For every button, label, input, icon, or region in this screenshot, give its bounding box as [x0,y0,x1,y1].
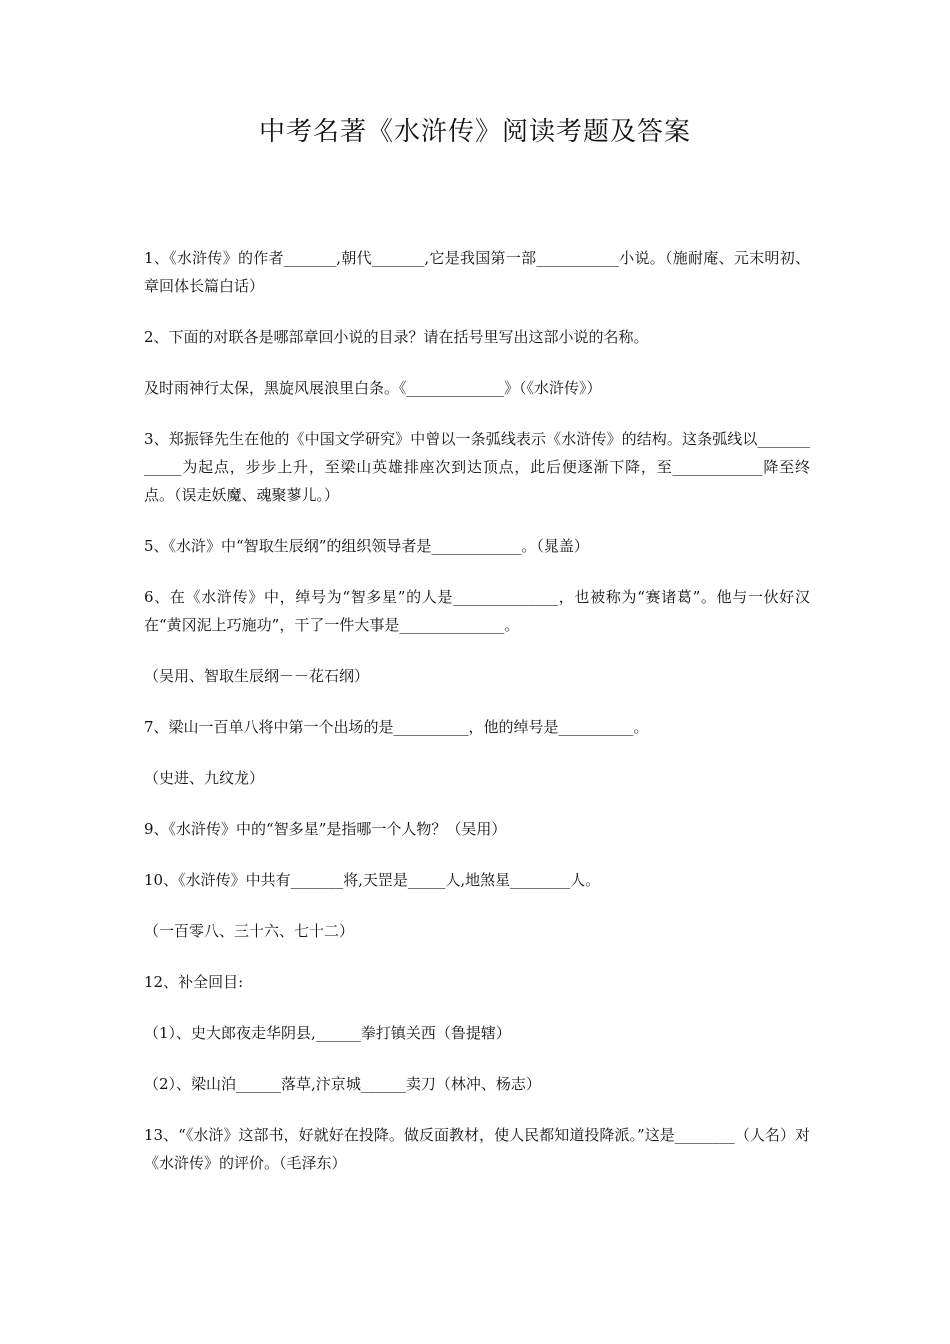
question-12-item-1: （1）、史大郎夜走华阴县,______拳打镇关西（鲁提辖） [144,1024,511,1042]
document-body [144,244,810,1200]
question-12: 12、补全回目: [144,973,244,991]
question-7-answer: （史进、九纹龙） [144,769,265,787]
document-title: 中考名著《水浒传》阅读考题及答案 [258,117,691,147]
question-7: 7、梁山一百单八将中第一个出场的是__________，他的绰号是__________。 [144,718,649,736]
question-10: 10、《水浒传》中共有_______将,天罡是_____人,地煞星________人。 [144,871,601,889]
question-2-couplet: 及时雨神行太保，黑旋风展浪里白条。《_____________》（《水浒传》） [144,379,602,397]
question-6: 6、在《水浒传》中，绰号为“智多星”的人是______________，也被称为“赛诸葛”。他与一伙好汉在“黄冈泥上巧施功”，干了一件大事是______________。 [144,588,810,634]
question-2: 2、下面的对联各是哪部章回小说的目录？请在括号里写出这部小说的名称。 [144,328,649,346]
question-9: 9、《水浒传》中的“智多星”是指哪一个人物？（吴用） [144,820,507,838]
question-6-answer: （吴用、智取生辰纲－－花石纲） [144,667,370,685]
question-1: 1、《水浒传》的作者_______,朝代_______,它是我国第一部___________小说。（施耐庵、元末明初、章回体长篇白话） [144,249,810,295]
question-5: 5、《水浒》中“智取生辰纲”的组织领导者是____________。（晁盖） [144,537,589,555]
question-3: 3、郑振铎先生在他的《中国文学研究》中曾以一条弧线表示《水浒传》的结构。这条弧线以____________为起点，步步上升，至梁山英雄排座次到达顶点，此后便逐渐下降，至____________降至终点。（误走妖魔、魂聚蓼儿。） [144,430,810,504]
question-13: 13、“《水浒》这部书，好就好在投降。做反面教材，使人民都知道投降派。”这是________（人名）对《水浒传》的评价。（毛泽东） [144,1126,810,1172]
question-12-item-2: （2）、梁山泊______落草,汴京城______卖刀（林冲、杨志） [144,1075,541,1093]
question-10-answer: （一百零八、三十六、七十二） [144,922,355,940]
